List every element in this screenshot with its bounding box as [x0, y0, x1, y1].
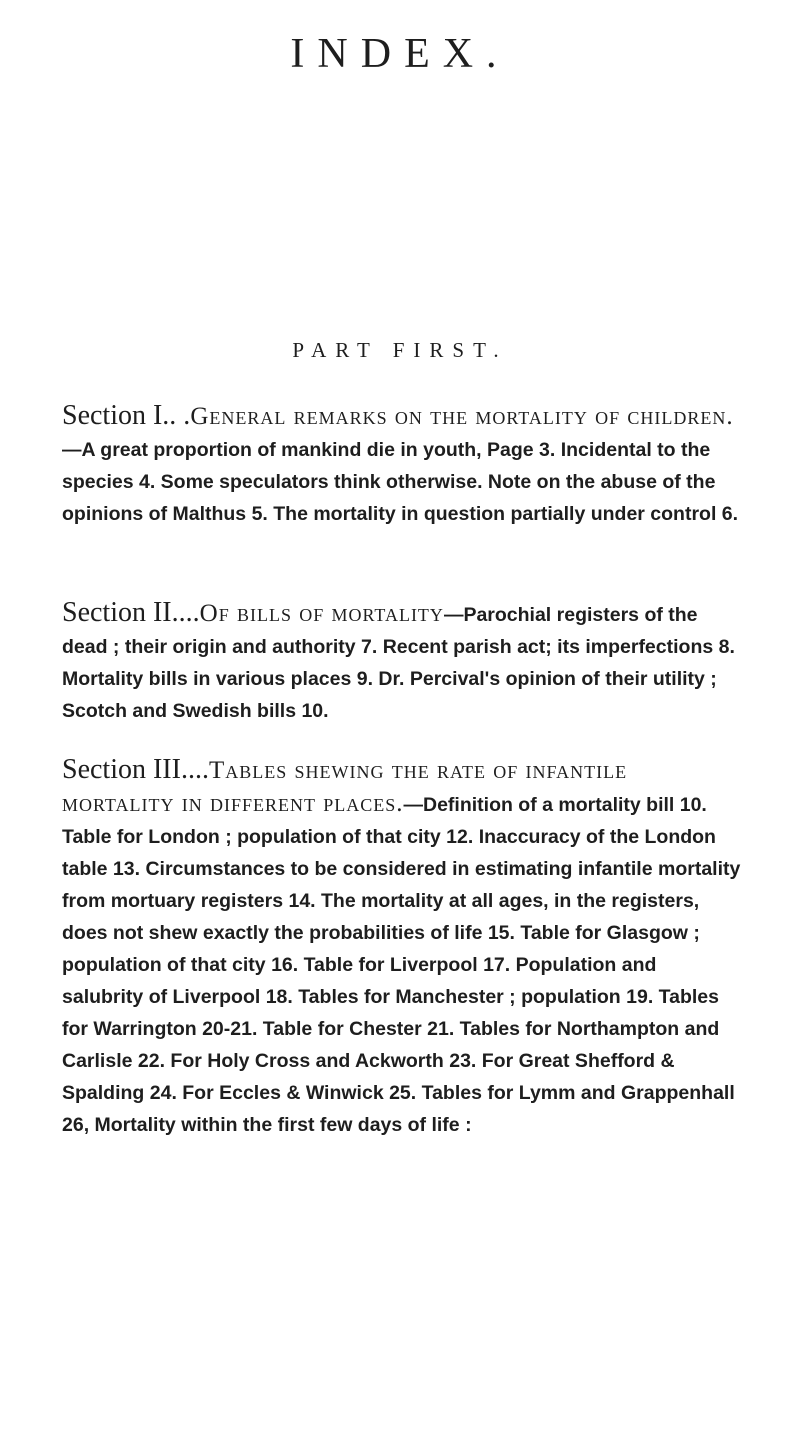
section-3-heading: Tables shewing the rate of infantile mortality in different places.	[62, 757, 628, 817]
page-title: INDEX.	[290, 31, 510, 77]
section-1-body: —A great proportion of mankind die in youth, Page 3. Incidental to the species 4. Some speculators think otherwise. Note on the abuse of the opinions of Malthus 5. The mortality in question partially under control 6.	[62, 439, 739, 525]
section-1-number: Section I.. .	[62, 400, 191, 431]
section-3-body: —Definition of a mortality bill 10. Table for London ; population of that city 12. Inaccuracy of the London table 13. Circumstances to be considered in estimating infantile mortality from mortuary registers 14. The mortality at all ages, in the registers, does not shew exactly the probabilities of life 15. Table for Glasgow ; population of that city 16. Table for Liverpool 17. Population and salubrity of Liverpool 18. Tables for Manchester ; population 19. Tables for Warrington 20-21. Table for Chester 21. Tables for Northampton and Carlisle 22. For Holy Cross and Ackworth 23. For Great Shefford & Spalding 24. For Eccles & Winwick 25. Tables for Lymm and Grappenhall 26, Mortality within the first few days of life :	[62, 794, 741, 1136]
part-heading: PART FIRST.	[292, 338, 508, 362]
section-2-body: —Parochial registers of the dead ; their origin and authority 7. Recent parish act; its imperfections 8. Mortality bills in various places 9. Dr. Percival's opinion of their utility ; Scotch and Swedish bills 10.	[62, 604, 735, 722]
section-1-heading: General remarks on the mortality of children.	[190, 403, 734, 430]
section-1	[62, 400, 742, 530]
section-2-heading: Of bills of mortality	[199, 600, 444, 627]
section-3	[62, 754, 742, 1141]
section-3-number: Section III....	[62, 754, 209, 785]
section-2	[62, 597, 742, 727]
section-2-number: Section II....	[62, 597, 200, 628]
